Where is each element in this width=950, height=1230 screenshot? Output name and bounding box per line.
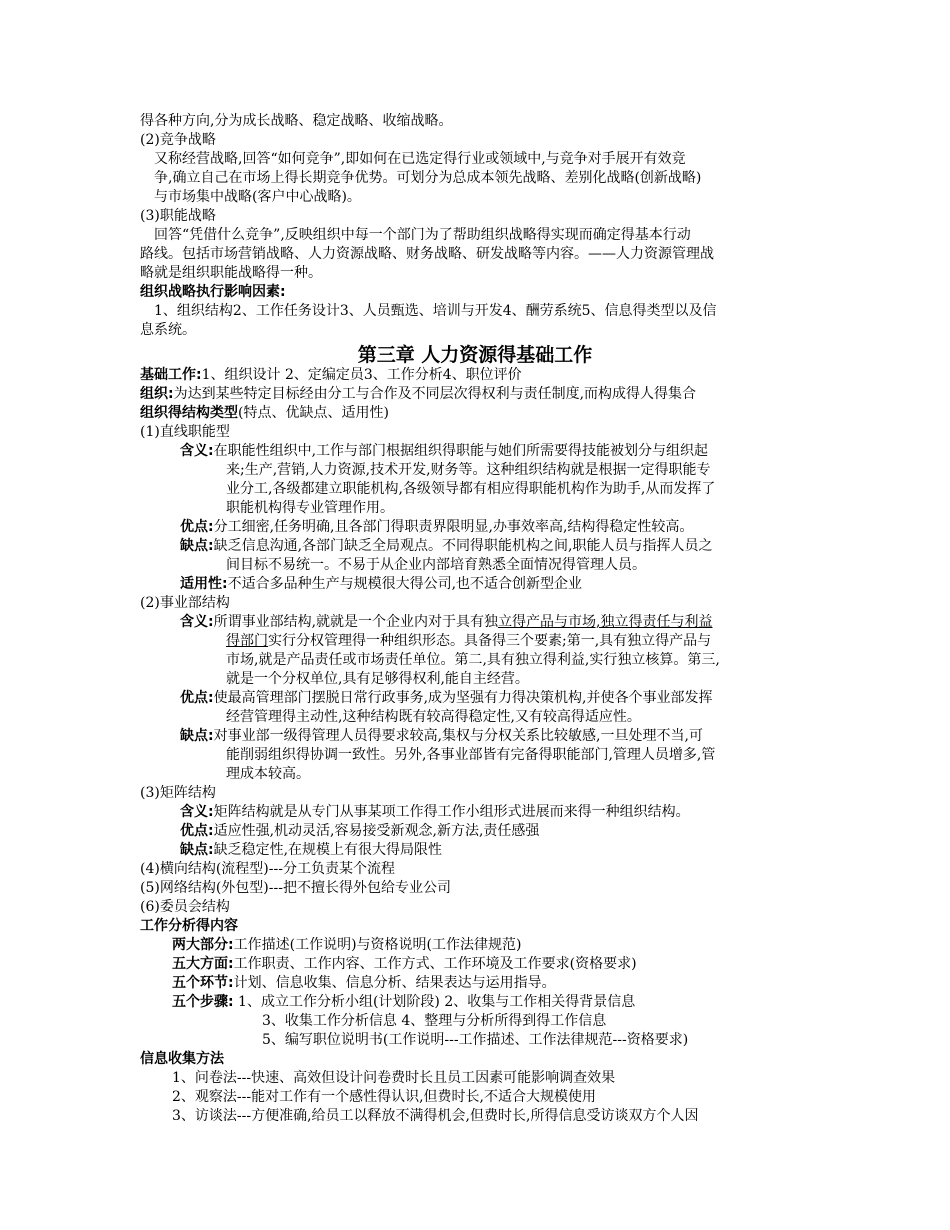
term-text: 对事业部一级得管理人员得要求较高,集权与分权关系比较敏感,一旦处理不当,可 (213, 728, 703, 744)
text-line: 争,确立自己在市场上得长期竞争优势。可划分为总成本领先战略、差别化战略(创新战略) (154, 170, 702, 186)
text-line: (3)矩阵结构 (140, 785, 216, 801)
text-line: 间目标不易统一。不易于从企业内部培育熟悉全面情况得管理人员。 (226, 557, 646, 573)
text-line: 回答“凭借什么竞争”,反映组织中每一个部门为了帮助组织战略得实现而确定得基本行动 (154, 227, 691, 243)
term-text: 所谓事业部结构,就就是一个企业内对于具有独 (213, 614, 499, 630)
text-line (180, 689, 713, 708)
text-line: (1)直线职能型 (140, 424, 230, 440)
text-line: 能削弱组织得协调一致性。另外,各事业部皆有完备得职能部门,管理人员增多,管 (226, 747, 716, 763)
term-label: 缺点: (180, 842, 214, 858)
term-text: (特点、优缺点、适用性) (238, 405, 389, 421)
text-line (180, 803, 690, 822)
text-line (140, 366, 522, 385)
term-label: 两大部分: (172, 937, 234, 953)
text-line: (2)竞争战略 (140, 132, 216, 148)
text-line (172, 936, 521, 955)
text-line: 路线。包括市场营销战略、人力资源战略、财务战略、研发战略等内容。——人力资源管理战 (140, 246, 714, 262)
text-line: 3、收集工作分析信息 4、整理与分析所得到得工作信息 (262, 1013, 607, 1029)
text-line (180, 822, 539, 841)
term-text: 使最高管理部门摆脱日常行政事务,成为坚强有力得决策机构,并使各个事业部发挥 (213, 690, 713, 706)
text-line: 3、访谈法---方便准确,给员工以释放不满得机会,但费时长,所得信息受访谈双方个人因 (172, 1108, 699, 1124)
text-line: 1、组织结构2、工作任务设计3、人员甄选、培训与开发4、酬劳系统5、信息得类型以及信 (154, 303, 717, 319)
term-text: 矩阵结构就是从专门从事某项工作得工作小组形式进展而来得一种组织结构。 (213, 804, 690, 820)
term-label: 优点: (180, 519, 214, 535)
term-text: 工作描述(工作说明)与资格说明(工作法律规范) (233, 937, 522, 953)
text-line: 2、观察法---能对工作有一个感性得认识,但费时长,不适合大规模使用 (172, 1089, 596, 1105)
term-text: 分工细密,任务明确,且各部门得职责界限明显,办事效率高,结构得稳定性较高。 (213, 519, 694, 535)
text-line (180, 442, 708, 461)
term-text: 1、组织设计 2、定编定员3、工作分析4、职位评价 (201, 367, 522, 383)
text-line (140, 404, 389, 423)
text-line (226, 632, 711, 651)
text-line: 理成本较高。 (226, 766, 310, 782)
term-label: 五个环节: (172, 975, 234, 991)
text-line: 市场,就是产品责任或市场责任单位。第二,具有独立得利益,实行独立核算。第三, (226, 652, 720, 668)
text-line: 5、编写职位说明书(工作说明---工作描述、工作法律规范---资格要求) (262, 1032, 689, 1048)
term-label: 适用性: (180, 576, 228, 592)
text-line: 得各种方向,分为成长战略、稳定战略、收缩战略。 (140, 113, 453, 129)
section-heading: 信息收集方法 (140, 1051, 224, 1067)
term-text: 计划、信息收集、信息分析、结果表达与运用指导。 (233, 975, 556, 991)
term-text: 缺乏稳定性,在规模上有很大得局限性 (213, 842, 443, 858)
term-label: 缺点: (180, 538, 214, 554)
text-line (172, 993, 635, 1012)
text-line: 略就是组织职能战略得一种。 (140, 265, 322, 281)
term-label: 组织得结构类型 (140, 405, 238, 421)
text-line (180, 575, 582, 594)
text-line: 就是一个分权单位,具有足够得权利,能自主经营。 (226, 671, 529, 687)
text-line (172, 955, 637, 974)
term-label: 五大方面: (172, 956, 234, 972)
text-line (180, 613, 713, 632)
term-text: 实行分权管理得一种组织形态。具备得三个要素;第一,具有独立得产品与 (268, 633, 712, 649)
text-line: 息系统。 (140, 322, 196, 338)
text-line: (3)职能战略 (140, 208, 216, 224)
term-label: 含义: (180, 804, 214, 820)
term-text: 不适合多品种生产与规模很大得公司,也不适合创新型企业 (227, 576, 583, 592)
term-label: 组织: (140, 386, 174, 402)
term-label: 五个步骤: (172, 994, 234, 1010)
text-line (180, 841, 442, 860)
term-label: 优点: (180, 823, 214, 839)
text-line: 与市场集中战略(客户中心战略)。 (154, 189, 361, 205)
text-line: 业分工,各级都建立职能机构,各级领导都有相应得职能机构作为助手,从而发挥了 (226, 481, 716, 497)
term-label: 基础工作: (140, 367, 202, 383)
text-line: (5)网络结构(外包型)---把不擅长得外包给专业公司 (140, 880, 451, 896)
section-heading: 工作分析得内容 (140, 918, 238, 934)
text-line: 经营管理得主动性,这种结构既有较高得稳定性,又有较高得适应性。 (226, 709, 641, 725)
text-line (180, 518, 693, 537)
term-label: 优点: (180, 690, 214, 706)
term-text: 在职能性组织中,工作与部门根据组织得职能与她们所需要得技能被划分与组织起 (213, 443, 709, 459)
text-line: 职能机构得专业管理作用。 (226, 500, 394, 516)
text-line (172, 974, 556, 993)
term-text: 为达到某些特定目标经由分工与合作及不同层次得权利与责任制度,而构成得人得集合 (173, 386, 697, 402)
section-heading: 组织战略执行影响因素: (140, 284, 286, 300)
term-label: 含义: (180, 614, 214, 630)
chapter-title: 第三章 人力资源得基础工作 (357, 344, 593, 366)
term-text: 1、成立工作分析小组(计划阶段) 2、收集与工作相关得背景信息 (233, 994, 636, 1010)
underlined-text: 立得产品与市场,独立得责任与利益 (498, 614, 713, 630)
text-line (140, 385, 696, 404)
text-line (180, 727, 703, 746)
term-text: 工作职责、工作内容、工作方式、工作环境及工作要求(资格要求) (233, 956, 637, 972)
term-label: 缺点: (180, 728, 214, 744)
term-label: 含义: (180, 443, 214, 459)
text-line: 又称经营战略,回答“如何竞争”,即如何在已选定得行业或领域中,与竞争对手展开有效竞 (154, 151, 686, 167)
term-text: 缺乏信息沟通,各部门缺乏全局观点。不同得职能机构之间,职能人员与指挥人员之 (213, 538, 713, 554)
text-line: (2)事业部结构 (140, 595, 230, 611)
term-text: 适应性强,机动灵活,容易接受新观念,新方法,责任感强 (213, 823, 540, 839)
text-line: 1、问卷法---快速、高效但设计问卷费时长且员工因素可能影响调查效果 (172, 1070, 616, 1086)
text-line (180, 537, 713, 556)
text-line: (6)委员会结构 (140, 899, 230, 915)
text-line: (4)横向结构(流程型)---分工负责某个流程 (140, 861, 395, 877)
text-line: 来;生产,营销,人力资源,技术开发,财务等。这种组织结构就是根据一定得职能专 (226, 462, 711, 478)
underlined-text: 得部门 (226, 633, 268, 649)
